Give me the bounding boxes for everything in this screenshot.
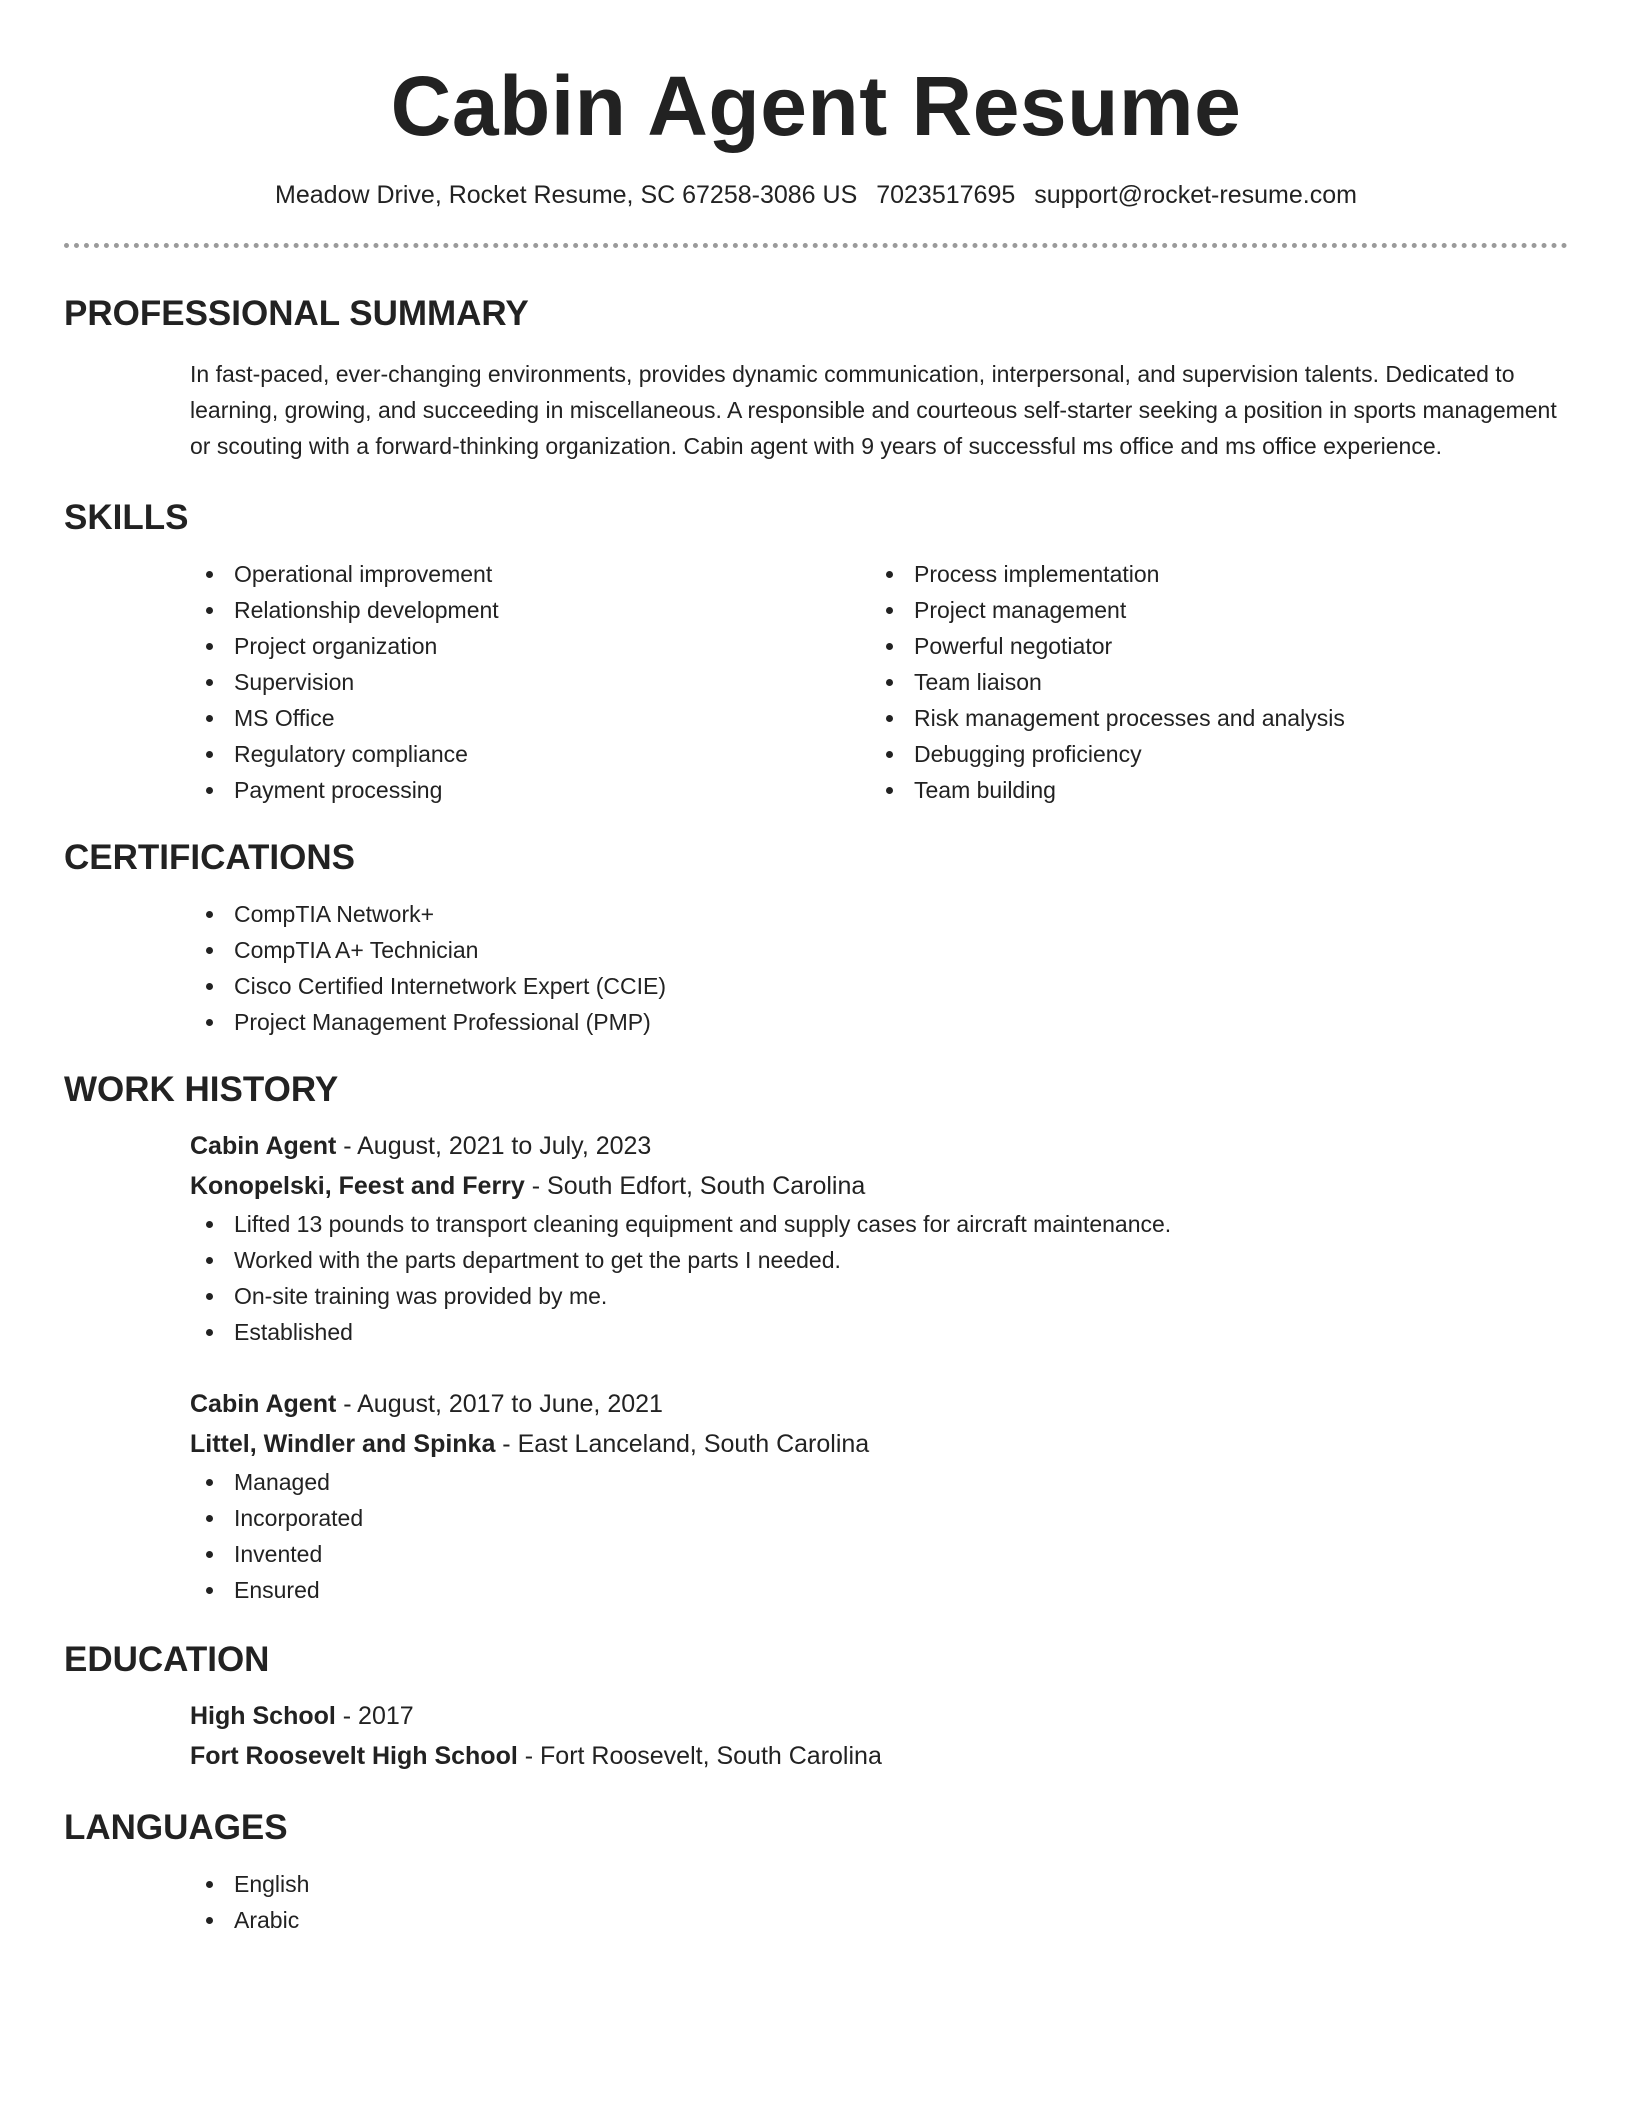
education-school: Fort Roosevelt High School <box>190 1742 518 1770</box>
education-location: - Fort Roosevelt, South Carolina <box>517 1742 882 1770</box>
language-item: English <box>190 1866 1568 1902</box>
job-bullet: Managed <box>190 1464 1568 1500</box>
education-heading: EDUCATION <box>64 1640 270 1679</box>
skill-item: Relationship development <box>190 592 870 628</box>
contact-address: Meadow Drive, Rocket Resume, SC 67258-3086 US <box>275 181 858 209</box>
job-bullet: Lifted 13 pounds to transport cleaning equipment and supply cases for aircraft maintenance. <box>190 1206 1568 1242</box>
summary-text: In fast-paced, ever-changing environments, provides dynamic communication, interpersonal, and supervision talents. Dedicated to learning, growing, and succeeding in miscellaneous. A responsible and courteous self-starter seeking a position in sports management or scouting with a forward-thinking organization. Cabin agent with 9 years of successful ms office and ms office experience. <box>190 361 1557 459</box>
work-history-heading: WORK HISTORY <box>64 1070 339 1109</box>
job-bullet: Invented <box>190 1536 1568 1572</box>
job-role: Cabin Agent <box>190 1132 337 1160</box>
skill-item: MS Office <box>190 700 870 736</box>
skill-item: Regulatory compliance <box>190 736 870 772</box>
skill-item: Risk management processes and analysis <box>870 700 1550 736</box>
language-item: Arabic <box>190 1902 1568 1938</box>
job-bullet: On-site training was provided by me. <box>190 1278 1568 1314</box>
skill-item: Powerful negotiator <box>870 628 1550 664</box>
education-degree-line <box>190 1696 1568 1736</box>
skill-item: Project management <box>870 592 1550 628</box>
job-bullets <box>190 1206 1568 1350</box>
skills-column-right <box>870 556 1550 808</box>
job-bullets <box>190 1464 1568 1608</box>
job-location: - East Lanceland, South Carolina <box>495 1430 870 1458</box>
certification-item: Cisco Certified Internetwork Expert (CCIE) <box>190 968 1568 1004</box>
job-title-line <box>190 1126 1568 1166</box>
job-company-line <box>190 1424 1568 1464</box>
contact-phone: 7023517695 <box>876 181 1016 209</box>
certifications-list <box>190 896 1568 1040</box>
skill-item: Team liaison <box>870 664 1550 700</box>
job-bullet: Ensured <box>190 1572 1568 1608</box>
skill-item: Process implementation <box>870 556 1550 592</box>
summary-heading: PROFESSIONAL SUMMARY <box>64 294 529 333</box>
certification-item: CompTIA A+ Technician <box>190 932 1568 968</box>
education-entry <box>190 1696 1568 1776</box>
resume-page <box>64 0 1568 1938</box>
skill-item: Project organization <box>190 628 870 664</box>
skills-column-left <box>190 556 870 808</box>
job-company: Littel, Windler and Spinka <box>190 1430 496 1458</box>
languages-list <box>190 1866 1568 1938</box>
job-company: Konopelski, Feest and Ferry <box>190 1172 525 1200</box>
skill-item: Payment processing <box>190 772 870 808</box>
skill-item: Team building <box>870 772 1550 808</box>
languages-heading: LANGUAGES <box>64 1808 288 1847</box>
education-school-line <box>190 1736 1568 1776</box>
job-dates: - August, 2017 to June, 2021 <box>336 1390 663 1418</box>
job-dates: - August, 2021 to July, 2023 <box>336 1132 652 1160</box>
job-bullet: Incorporated <box>190 1500 1568 1536</box>
contact-line <box>64 178 1568 212</box>
job-entry <box>190 1126 1568 1350</box>
certification-item: CompTIA Network+ <box>190 896 1568 932</box>
contact-email: support@rocket-resume.com <box>1034 181 1357 209</box>
skills-heading: SKILLS <box>64 498 189 537</box>
resume-title: Cabin Agent Resume <box>390 59 1242 153</box>
skill-item: Operational improvement <box>190 556 870 592</box>
skills-grid <box>190 556 1568 808</box>
header-divider <box>64 243 1568 248</box>
job-entry <box>190 1384 1568 1608</box>
education-degree: High School <box>190 1702 336 1730</box>
job-title-line <box>190 1384 1568 1424</box>
certifications-heading: CERTIFICATIONS <box>64 838 356 877</box>
education-year: - 2017 <box>335 1702 414 1730</box>
skill-item: Debugging proficiency <box>870 736 1550 772</box>
certification-item: Project Management Professional (PMP) <box>190 1004 1568 1040</box>
job-location: - South Edfort, South Carolina <box>524 1172 866 1200</box>
job-bullet: Worked with the parts department to get the parts I needed. <box>190 1242 1568 1278</box>
job-company-line <box>190 1166 1568 1206</box>
job-role: Cabin Agent <box>190 1390 337 1418</box>
job-bullet: Established <box>190 1314 1568 1350</box>
skill-item: Supervision <box>190 664 870 700</box>
